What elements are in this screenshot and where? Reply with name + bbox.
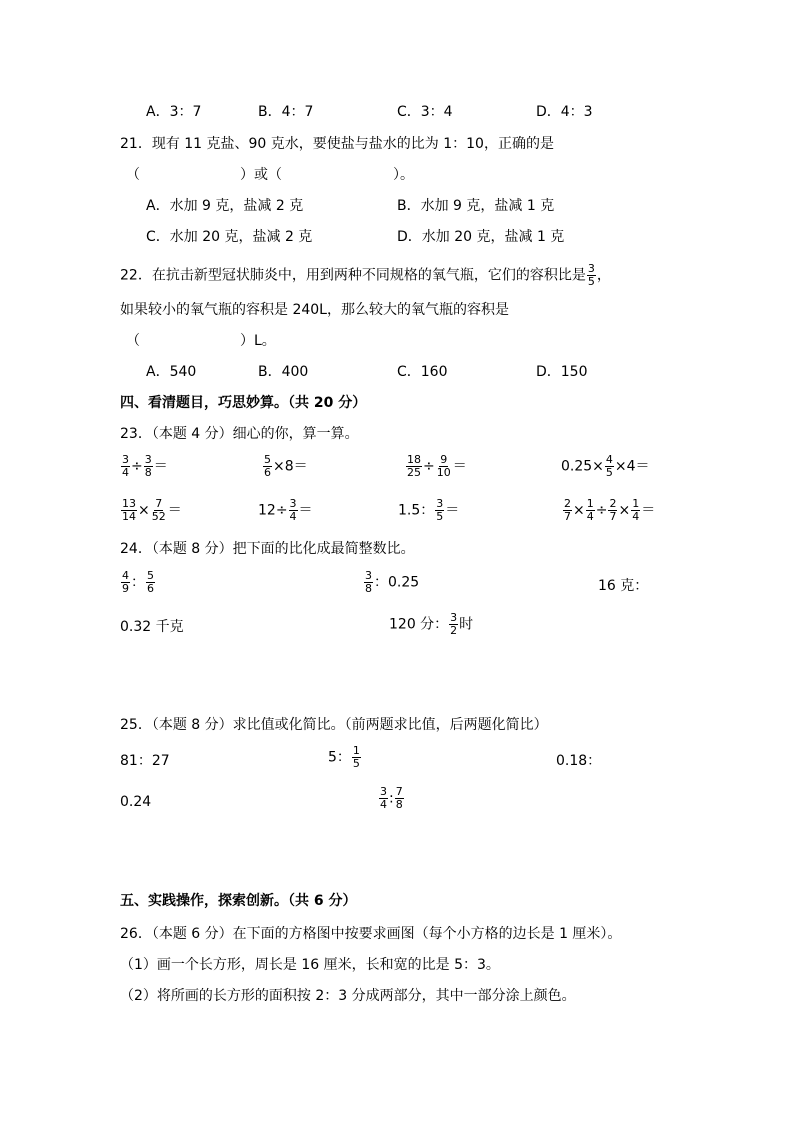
fraction-denominator: 7 <box>564 510 571 523</box>
fraction-denominator: 5 <box>436 510 444 523</box>
q22-blank-open: （ <box>126 333 140 349</box>
expression-prefix: 120 分： <box>389 616 449 633</box>
q23-stem: 23．（本题 4 分）细心的你，算一算。 <box>120 426 359 442</box>
operator: × <box>573 502 585 519</box>
fraction <box>631 498 640 523</box>
fraction-numerator: 13 <box>122 497 136 510</box>
fraction-numerator: 1 <box>352 744 360 757</box>
fraction-denominator: 25 <box>407 466 421 479</box>
fraction-numerator: 3 <box>587 262 595 275</box>
fraction <box>121 498 137 523</box>
fraction-numerator: 7 <box>155 497 163 510</box>
fraction <box>364 570 373 595</box>
q24-part-4 <box>389 612 473 637</box>
q21-blank-close: ）。 <box>393 167 414 183</box>
fraction-denominator: 4 <box>380 798 387 811</box>
fraction-denominator: 5 <box>605 466 613 479</box>
q20-option-a: A．3：7 <box>146 104 202 120</box>
fraction-numerator: 4 <box>122 569 129 582</box>
operator: ÷ <box>595 502 608 519</box>
fraction-denominator: 5 <box>352 757 360 770</box>
fraction-numerator: 7 <box>395 785 403 798</box>
operator: ÷ <box>131 458 143 475</box>
q21-stem: 21．现有 11 克盐、90 克水，要使盐与盐水的比为 1：10，正确的是 <box>120 136 554 152</box>
ratio-colon: ： <box>131 574 145 591</box>
fraction-numerator: 3 <box>380 785 387 798</box>
equals-sign: ＝ <box>153 458 168 475</box>
q22-option-a: A．540 <box>146 364 197 380</box>
fraction <box>449 612 458 637</box>
equals-sign: ＝ <box>167 502 182 519</box>
fraction-numerator: 3 <box>436 497 444 510</box>
equals-sign: ＝ <box>445 502 460 519</box>
q25-part-1: 81：27 <box>120 753 170 769</box>
fraction <box>121 570 130 595</box>
fraction-denominator: 14 <box>122 510 136 523</box>
fraction-denominator: 6 <box>147 582 154 595</box>
equals-sign: ＝ <box>452 458 467 475</box>
fraction <box>608 498 617 523</box>
section-4-title: 四、看清题目，巧思妙算。（共 20 分） <box>120 395 367 411</box>
q20-option-b: B．4：7 <box>258 104 314 120</box>
fraction-numerator: 5 <box>147 569 154 582</box>
fraction-numerator: 1 <box>632 497 640 510</box>
operator: × <box>138 502 150 519</box>
q25-stem: 25．（本题 8 分）求比值或化简比。（前两题求比值，后两题化简比） <box>120 717 548 733</box>
fraction-denominator: 9 <box>122 582 129 595</box>
q21-option-b: B．水加 9 克，盐减 1 克 <box>397 198 555 214</box>
fraction <box>395 786 404 811</box>
fraction <box>586 498 595 523</box>
q21-blank-open: （ <box>126 167 140 183</box>
expression-prefix: 5： <box>328 749 351 766</box>
q25-part-4 <box>378 786 405 811</box>
fraction-denominator: 10 <box>436 466 451 479</box>
fraction-numerator: 9 <box>440 453 448 466</box>
fraction <box>563 498 572 523</box>
q22-stem-comma: ， <box>596 267 611 284</box>
ratio-colon: : <box>389 790 394 807</box>
fraction <box>605 454 614 479</box>
q26-sub-2: （2）将所画的长方形的面积按 2：3 分成两部分，其中一部分涂上颜色。 <box>120 988 576 1004</box>
q23-expr-6 <box>258 498 313 523</box>
q22-stem-text: 22．在抗击新型冠状肺炎中，用到两种不同规格的氧气瓶，它们的容积比是 <box>120 267 586 284</box>
fraction-denominator: 2 <box>450 624 458 637</box>
expression-suffix: 时 <box>459 616 474 633</box>
q20-option-c: C．3：4 <box>397 104 453 120</box>
expression-rest: ×8＝ <box>273 458 308 475</box>
q23-expr-2 <box>262 454 308 479</box>
fraction-numerator: 1 <box>586 497 594 510</box>
fraction-denominator: 7 <box>609 510 617 523</box>
q24-part-2 <box>363 570 419 595</box>
fraction-numerator: 2 <box>564 497 571 510</box>
fraction-denominator: 6 <box>264 466 271 479</box>
q22-blank-close: ）L。 <box>240 333 276 349</box>
q21-blank-mid: ）或（ <box>240 167 282 183</box>
fraction-numerator: 2 <box>609 497 617 510</box>
fraction-denominator: 8 <box>365 582 372 595</box>
q22-stem-line2: 如果较小的氧气瓶的容积是 240L，那么较大的氧气瓶的容积是 <box>120 302 509 318</box>
fraction <box>289 498 298 523</box>
q22-stem-line1 <box>120 263 611 288</box>
q22-option-c: C．160 <box>397 364 448 380</box>
fraction <box>379 786 388 811</box>
fraction-numerator: 3 <box>122 453 129 466</box>
q22-ratio-fraction <box>587 263 596 288</box>
fraction <box>144 454 153 479</box>
expression-prefix: 12÷ <box>258 502 288 519</box>
fraction-denominator: 4 <box>632 510 640 523</box>
fraction-denominator: 4 <box>586 510 594 523</box>
fraction-denominator: 8 <box>144 466 152 479</box>
fraction-numerator: 3 <box>450 611 458 624</box>
q25-part-2 <box>328 745 362 770</box>
q21-option-a: A．水加 9 克，盐减 2 克 <box>146 198 304 214</box>
expression-prefix: 0.25× <box>561 458 604 475</box>
fraction-denominator: 4 <box>289 510 297 523</box>
fraction <box>146 570 155 595</box>
q25-part-3-cont: 0.24 <box>120 794 152 810</box>
q22-option-d: D．150 <box>536 364 588 380</box>
q23-expr-4 <box>561 454 650 479</box>
q25-part-3: 0.18： <box>556 753 602 769</box>
fraction-denominator: 52 <box>151 510 166 523</box>
fraction-numerator: 4 <box>605 453 613 466</box>
operator: × <box>618 502 631 519</box>
q26-sub-1: （1）画一个长方形，周长是 16 厘米，长和宽的比是 5：3。 <box>120 957 500 973</box>
q23-expr-1 <box>120 454 168 479</box>
q24-part-3-cont: 0.32 千克 <box>120 619 184 635</box>
fraction-numerator: 3 <box>289 497 297 510</box>
q21-option-d: D．水加 20 克，盐减 1 克 <box>397 229 565 245</box>
q24-part-3: 16 克： <box>598 578 649 594</box>
q20-option-d: D．4：3 <box>536 104 593 120</box>
fraction-numerator: 5 <box>264 453 271 466</box>
fraction-denominator: 8 <box>395 798 403 811</box>
fraction-denominator: 5 <box>587 275 595 288</box>
q23-expr-8 <box>562 498 655 523</box>
q23-expr-7 <box>398 498 459 523</box>
q26-stem: 26．（本题 6 分）在下面的方格图中按要求画图（每个小方格的边长是 1 厘米）。 <box>120 926 622 942</box>
expression-prefix: 1.5： <box>398 502 435 519</box>
equals-sign: ＝ <box>641 502 656 519</box>
expression-rest: ×4＝ <box>614 458 650 475</box>
expression-rest: ：0.25 <box>374 574 420 591</box>
fraction <box>436 454 452 479</box>
fraction-numerator: 18 <box>407 453 421 466</box>
fraction <box>151 498 167 523</box>
fraction <box>435 498 444 523</box>
operator: ÷ <box>423 458 435 475</box>
q24-stem: 24．（本题 8 分）把下面的比化成最简整数比。 <box>120 541 415 557</box>
fraction-denominator: 4 <box>122 466 129 479</box>
q23-expr-3 <box>405 454 467 479</box>
section-5-title: 五、实践操作，探索创新。（共 6 分） <box>120 893 357 909</box>
q22-option-b: B．400 <box>258 364 309 380</box>
fraction <box>263 454 272 479</box>
q21-option-c: C．水加 20 克，盐减 2 克 <box>146 229 313 245</box>
fraction-numerator: 3 <box>365 569 372 582</box>
fraction <box>406 454 422 479</box>
fraction <box>121 454 130 479</box>
fraction-numerator: 3 <box>144 453 152 466</box>
q23-expr-5 <box>120 498 182 523</box>
q24-part-1 <box>120 570 156 595</box>
equals-sign: ＝ <box>298 502 313 519</box>
fraction <box>352 745 361 770</box>
